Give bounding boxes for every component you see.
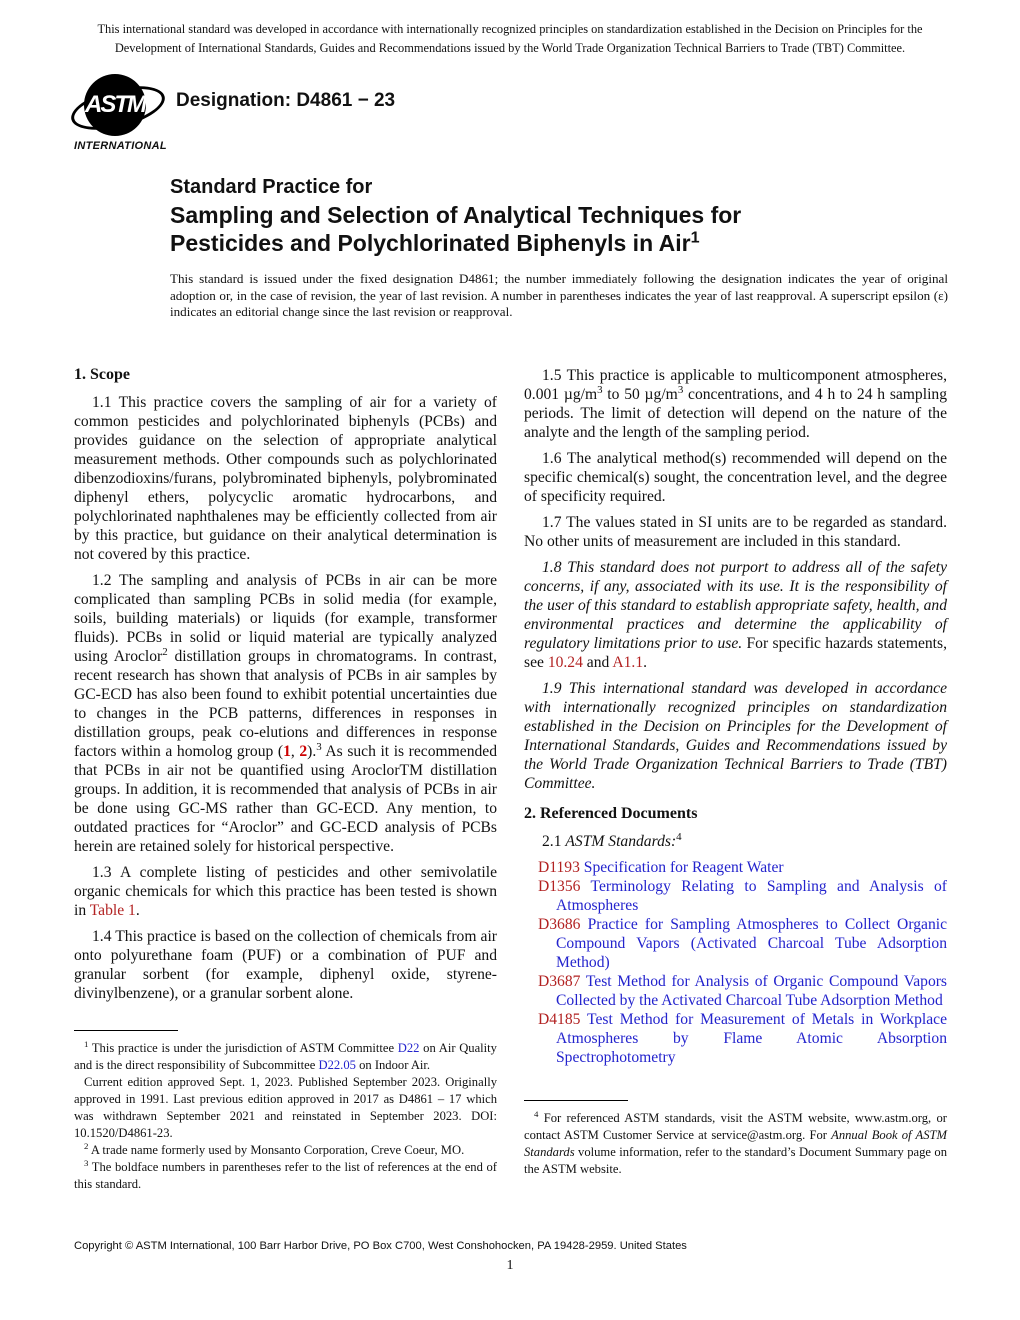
footnote-4	[524, 1110, 947, 1178]
text-segment: 3	[316, 740, 322, 753]
text-segment: Annual Book of ASTM Standards	[524, 1128, 947, 1159]
text-segment: 1.5 This practice is applicable to multicomponent atmospheres, 0.001 µg/m	[524, 367, 947, 403]
para-1-2	[74, 571, 497, 856]
footnote-separator	[524, 1100, 628, 1101]
text-segment: ASTM Standards:	[565, 833, 677, 850]
text-link[interactable]: D1193	[538, 859, 580, 876]
right-column	[524, 366, 947, 1067]
text-segment: on Indoor Air.	[355, 1058, 431, 1072]
text-segment: and	[582, 654, 613, 671]
text-segment: 2.1	[542, 833, 566, 850]
text-segment: 1.8 This standard does not purport to address all of the safety concerns, if any, associated with its use. It is the responsibility of the user of this standard to establish appropriate safety, health, and environmental practices and determine the applicability of regulatory limitations prior to use.	[524, 559, 947, 652]
text-segment: 1.3 A complete listing of pesticides and other semivolatile organic chemicals for which this practice has been tested is shown in	[74, 864, 497, 919]
para-1-6	[524, 449, 947, 506]
text-link[interactable]: D22	[397, 1041, 420, 1055]
document-title	[170, 174, 890, 257]
footnote-1-edition	[74, 1074, 497, 1142]
right-footnotes	[524, 1100, 947, 1178]
footnote-1	[74, 1040, 497, 1074]
text-link[interactable]: 10.24	[547, 654, 583, 671]
text-link[interactable]: 2	[299, 743, 308, 760]
reference-item	[538, 1010, 947, 1067]
text-segment: 1.2 The sampling and analysis of PCBs in air can be more complicated than sampling PCBs in solid media (for example, soils, building materials) or liquids (for example, transformer fluids). PCBs in solid or liquid material are typically analyzed using Aroclor	[74, 572, 497, 665]
text-link[interactable]: Terminology Relating to Sampling and Analysis of Atmospheres	[556, 878, 947, 914]
text-segment: distillation groups in chromatograms. In contrast, recent research has shown that analysis of PCBs in air samples by GC-ECD has also been found to exhibit potential uncertainties due to changes in the PCB patterns, differences in responses in distillation groups, peak co-elutions and differences in response factors within a homolog group (	[74, 648, 498, 760]
text-segment: This practice is under the jurisdiction of ASTM Committee	[88, 1041, 398, 1055]
text-segment: 3	[84, 1157, 89, 1168]
para-1-1	[74, 393, 497, 564]
text-segment: 4	[534, 1108, 539, 1119]
text-segment: 2	[162, 645, 168, 658]
page-number: 1	[506, 1258, 514, 1273]
text-link[interactable]: Practice for Sampling Atmospheres to Collect Organic Compound Vapors (Activated Charcoal Tube Adsorption Method)	[556, 916, 947, 971]
section-1-heading: 1. Scope	[74, 366, 130, 383]
text-segment: ,	[290, 743, 300, 760]
text-segment: 1.7 The values stated in SI units are to be regarded as standard. No other units of measurement are included in this standard.	[524, 514, 947, 550]
title-line-3	[170, 229, 890, 257]
text-segment: on Air Quality and is the direct responsibility of Subcommittee	[74, 1041, 497, 1072]
reference-item	[538, 915, 947, 972]
para-2-1	[524, 832, 947, 851]
text-segment: Pesticides and Polychlorinated Biphenyls in Air	[170, 230, 691, 256]
reference-item	[538, 877, 947, 915]
text-link[interactable]: Test Method for Analysis of Organic Compound Vapors Collected by the Activated Charcoal Tube Adsorption Method	[556, 973, 947, 1009]
reference-item	[538, 972, 947, 1010]
tbt-disclaimer: This international standard was developed in accordance with internationally recognized principles on standardization established in the Decision on Principles for the Development of International Standards, Guides and Recommendations issued by the World Trade Organization Technical Barriers to Trade (TBT) Committee.	[97, 22, 923, 56]
text-link[interactable]: D3686	[538, 916, 581, 933]
text-segment: 3	[597, 383, 603, 396]
title-kind: Standard Practice for	[170, 176, 373, 198]
para-1-4	[74, 927, 497, 1003]
text-segment: .	[135, 902, 140, 919]
text-segment: 2	[84, 1140, 89, 1151]
text-link[interactable]: D22.05	[318, 1058, 356, 1072]
para-1-3	[74, 863, 497, 920]
text-segment: .	[643, 654, 648, 671]
text-link[interactable]: D3687	[538, 973, 581, 990]
issue-note: This standard is issued under the fixed designation D4861; the number immediately following the designation indicates the year of original adoption or, in the case of revision, the year of last revision. A number in parentheses indicates the year of last reapproval. A superscript epsilon (ε) indicates an editorial change since the last revision or reapproval.	[170, 271, 948, 319]
text-link[interactable]: D1356	[538, 878, 581, 895]
footnote-3	[74, 1159, 497, 1193]
text-link[interactable]: A1.1	[612, 654, 644, 671]
text-link[interactable]: Test Method for Measurement of Metals in Workplace Atmospheres by Flame Atomic Absorption Spectrophotometry	[556, 1011, 947, 1066]
logo-globe: ASTM	[84, 74, 146, 136]
title-line-2: Sampling and Selection of Analytical Techniques for	[170, 202, 742, 228]
text-segment: Current edition approved Sept. 1, 2023. Published September 2023. Originally approved in 1991. Last previous edition approved in 2017 as D4861 – 17 which was withdrawn September 2021 and reinstated in September 2023. DOI: 10.1520/D4861-23.	[74, 1075, 497, 1140]
para-1-8	[524, 558, 947, 672]
text-segment: For referenced ASTM standards, visit the ASTM website, www.astm.org, or contact ASTM Customer Service at service@astm.org. For	[524, 1111, 947, 1142]
text-segment: 1.6 The analytical method(s) recommended will depend on the specific chemical(s) sought, the concentration level, and the degree of specificity required.	[524, 450, 947, 505]
footnote-2	[74, 1142, 497, 1159]
text-segment: A trade name formerly used by Monsanto Corporation, Creve Coeur, MO.	[88, 1143, 465, 1157]
text-segment: As such it is recommended that PCBs in air not be quantified using AroclorTM distillation groups. In addition, it is recommended that analysis of PCBs in air be done using GC-MS rather than GC-ECD. Any mention, to outdated practices for “Aroclor” and GC-ECD analysis of PCBs herein are retained solely for historical perspective.	[74, 743, 498, 855]
text-segment: 1	[690, 228, 700, 247]
text-segment: 1.4 This practice is based on the collection of chemicals from air onto polyurethane foam (PUF) or a combination of PUF and granular sorbent (for example, diphenyl oxide, styrene-divinylbenzene), or a granular sorbent alone.	[74, 928, 497, 1002]
text-segment: ).	[307, 743, 317, 760]
text-segment: 4	[676, 830, 682, 843]
astm-logo	[74, 74, 170, 154]
text-segment: The boldface numbers in parentheses refer to the list of references at the end of this standard.	[74, 1160, 497, 1191]
left-column	[74, 366, 497, 1010]
text-link[interactable]: 1	[283, 743, 291, 760]
para-1-5	[524, 366, 947, 442]
text-segment: 1.1 This practice covers the sampling of air for a variety of common pesticides and polychlorinated biphenyls (PCBs) and provides guidance on the selection of appropriate analytical measurement methods. Other compounds such as polychlorinated dibenzodioxins/furans, polybrominated biphenyls, polybrominated diphenyl ethers, polycyclic aromatic hydrocarbons, and polychlorinated naphthalenes may be efficiently collected from air by this practice, but guidance on their analytical determination is not covered by this practice.	[74, 394, 497, 563]
text-segment: 3	[677, 383, 684, 396]
text-link[interactable]: Specification for Reagent Water	[579, 859, 784, 876]
text-segment: For specific hazards statements, see	[524, 635, 947, 671]
text-segment: concentrations, and 4 h to 24 h sampling periods. The limit of detection will depend on the nature of the analyte and the length of the sampling period.	[524, 386, 947, 441]
text-segment: 1	[84, 1038, 89, 1049]
text-segment: 1.9 This international standard was developed in accordance with internationally recognized principles on standardization established in the Decision on Principles for the Development of International Standards, Guides and Recommendations issued by the World Trade Organization Technical Barriers to Trade (TBT) Committee.	[524, 680, 947, 792]
copyright-line: Copyright © ASTM International, 100 Barr Harbor Drive, PO Box C700, West Conshohocken, PA 19428-2959. United States	[74, 1240, 687, 1252]
text-link[interactable]: D4185	[538, 1011, 581, 1028]
footnote-separator	[74, 1030, 178, 1031]
text-segment: volume information, refer to the standard’s Document Summary page on the ASTM website.	[524, 1145, 947, 1176]
para-1-9	[524, 679, 947, 793]
section-2-heading: 2. Referenced Documents	[524, 805, 698, 822]
text-segment: to 50 µg/m	[602, 386, 678, 403]
left-footnotes	[74, 1030, 497, 1193]
text-link[interactable]: Table 1	[89, 902, 136, 919]
reference-item	[538, 858, 947, 877]
logo-subtitle: INTERNATIONAL	[74, 140, 167, 152]
para-1-7	[524, 513, 947, 551]
masthead	[74, 74, 395, 154]
designation: Designation: D4861 − 23	[176, 90, 396, 111]
